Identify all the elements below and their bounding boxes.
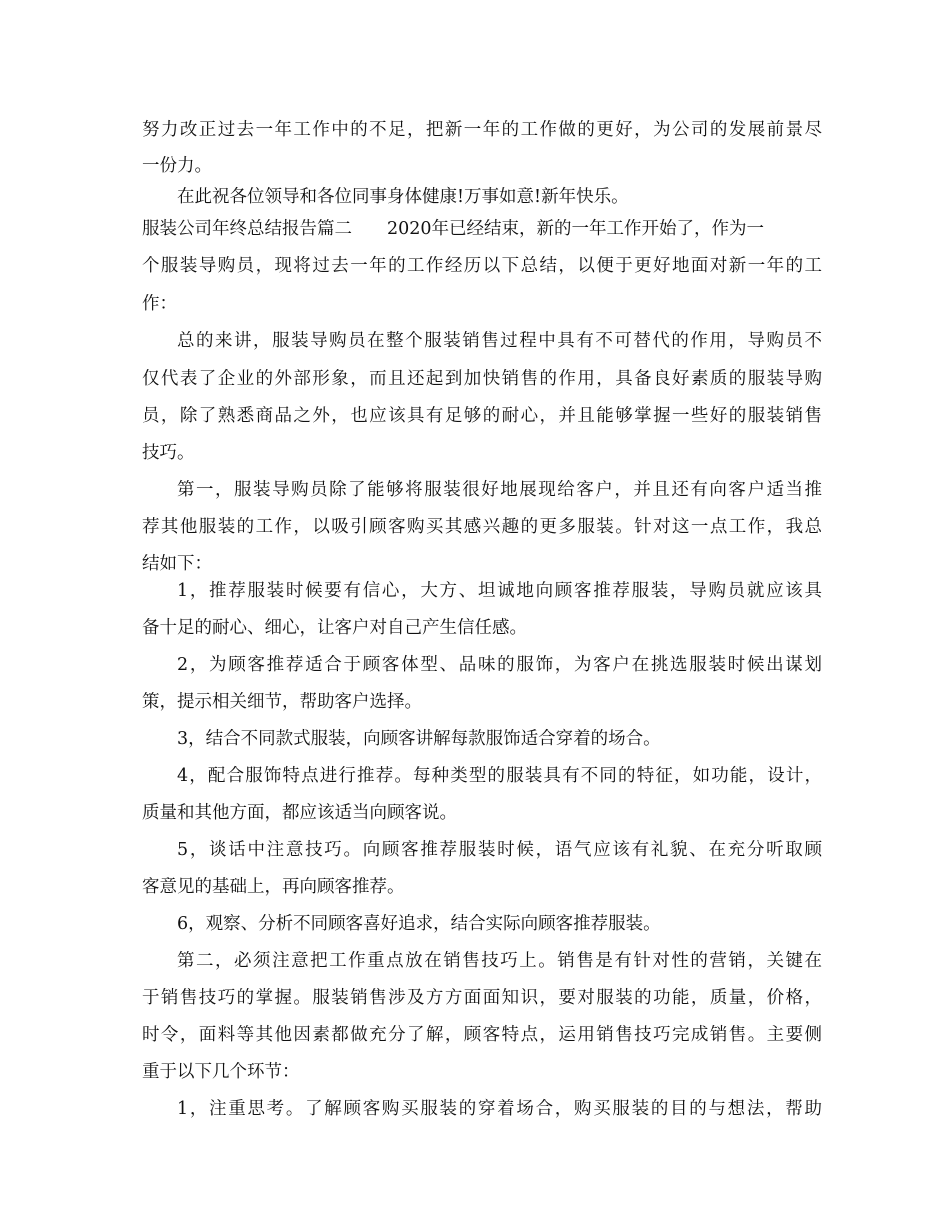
text-line: 荐其他服装的工作，以吸引顾客购买其感兴趣的更多服装。针对这一点工作，我总 bbox=[142, 517, 822, 537]
text-line: 客意见的基础上，再向顾客推荐。 bbox=[142, 877, 405, 897]
text-line: 备十足的耐心、细心，让客户对自己产生信任感。 bbox=[142, 618, 527, 638]
text-line: 策，提示相关细节，帮助客户选择。 bbox=[142, 692, 422, 712]
text-line: 于销售技巧的掌握。服装销售涉及方方面面知识，要对服装的功能，质量，价格， bbox=[142, 988, 822, 1008]
text-line: 结如下： bbox=[142, 554, 212, 574]
text-line: 作： bbox=[142, 294, 177, 314]
text-line: 第一，服装导购员除了能够将服装很好地展现给客户，并且还有向客户适当推 bbox=[177, 480, 822, 500]
section-heading-line: 服装公司年终总结报告篇二 2020年已经结束，新的一年工作开始了，作为一 bbox=[142, 219, 765, 239]
text-line: 3，结合不同款式服装，向顾客讲解每款服饰适合穿着的场合。 bbox=[177, 729, 661, 749]
text-line: 员，除了熟悉商品之外，也应该具有足够的耐心，并且能够掌握一些好的服装销售 bbox=[142, 406, 822, 426]
text-line: 在此祝各位领导和各位同事身体健康!万事如意!新年快乐。 bbox=[177, 187, 629, 207]
text-line: 4，配合服饰特点进行推荐。每种类型的服装具有不同的特征，如功能，设计， bbox=[177, 766, 822, 786]
text-line: 时令，面料等其他因素都做充分了解，顾客特点，运用销售技巧完成销售。主要侧 bbox=[142, 1025, 822, 1045]
text-line: 总的来讲，服装导购员在整个服装销售过程中具有不可替代的作用，导购员不 bbox=[177, 331, 822, 351]
text-line: 质量和其他方面，都应该适当向顾客说。 bbox=[142, 803, 457, 823]
text-line: 重于以下几个环节： bbox=[142, 1062, 300, 1082]
text-line: 个服装导购员，现将过去一年的工作经历以下总结，以便于更好地面对新一年的工 bbox=[142, 256, 822, 276]
text-line: 努力改正过去一年工作中的不足，把新一年的工作做的更好，为公司的发展前景尽 bbox=[142, 120, 822, 140]
text-line: 1，推荐服装时候要有信心，大方、坦诚地向顾客推荐服装，导购员就应该具 bbox=[177, 581, 822, 601]
text-line: 6，观察、分析不同顾客喜好追求，结合实际向顾客推荐服装。 bbox=[177, 914, 661, 934]
text-line: 1，注重思考。了解顾客购买服装的穿着场合，购买服装的目的与想法，帮助 bbox=[177, 1099, 822, 1119]
text-line: 仅代表了企业的外部形象，而且还起到加快销售的作用，具备良好素质的服装导购 bbox=[142, 369, 822, 389]
text-line: 一份力。 bbox=[142, 156, 212, 176]
text-line: 5，谈话中注意技巧。向顾客推荐服装时候，语气应该有礼貌、在充分听取顾 bbox=[177, 840, 822, 860]
text-line: 第二，必须注意把工作重点放在销售技巧上。销售是有针对性的营销，关键在 bbox=[177, 951, 822, 971]
text-line: 技巧。 bbox=[142, 443, 195, 463]
text-line: 2，为顾客推荐适合于顾客体型、品味的服饰，为客户在挑选服装时候出谋划 bbox=[177, 655, 822, 675]
